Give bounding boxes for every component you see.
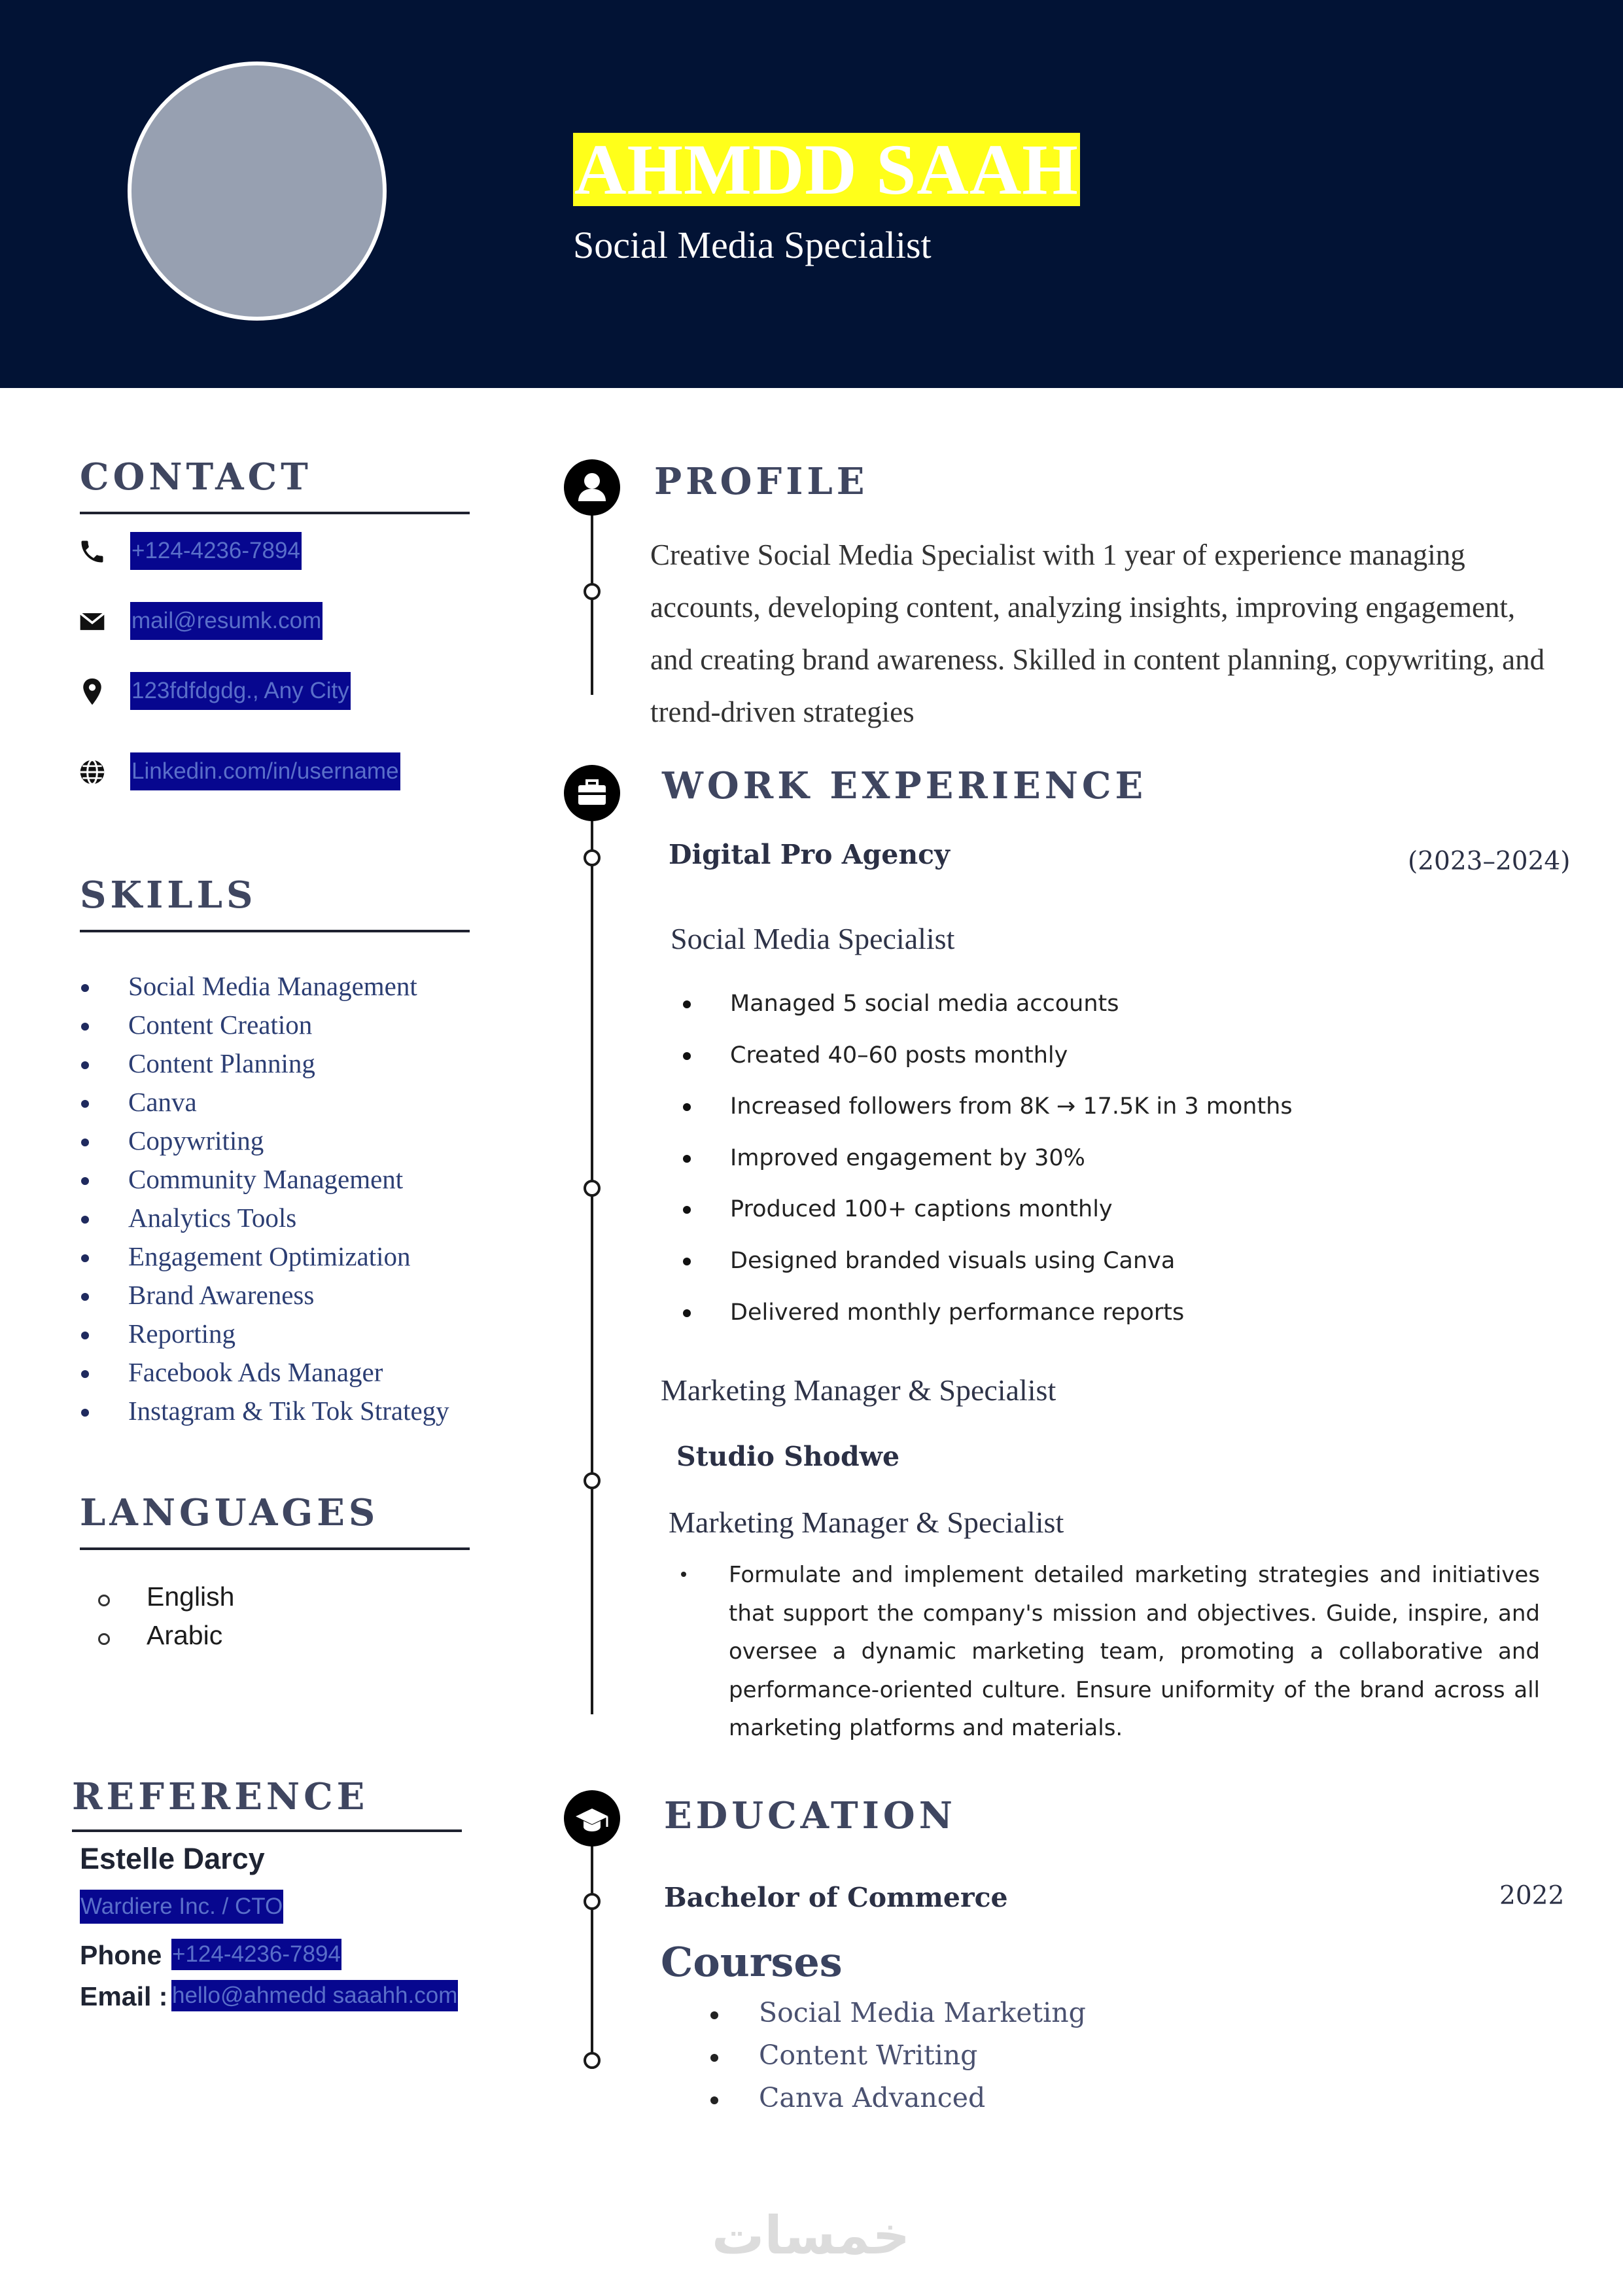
list-item: Facebook Ads Manager bbox=[79, 1353, 497, 1392]
education-degree: Bachelor of Commerce bbox=[664, 1882, 1008, 1913]
list-item: Delivered monthly performance reports bbox=[680, 1287, 1335, 1339]
globe-icon bbox=[77, 758, 108, 786]
timeline-node bbox=[584, 583, 601, 600]
list-item: Engagement Optimization bbox=[79, 1237, 497, 1276]
reference-phone-label: Phone bbox=[80, 1940, 162, 1970]
user-icon bbox=[564, 459, 620, 516]
list-item: Content Creation bbox=[79, 1006, 497, 1044]
timeline-line bbox=[591, 1832, 593, 2061]
contact-email[interactable]: mail@resumk.com bbox=[130, 602, 323, 640]
reference-phone[interactable]: +124-4236-7894 bbox=[171, 1939, 341, 1970]
reference-company: Wardiere Inc. / CTO bbox=[80, 1890, 283, 1924]
list-item: Designed branded visuals using Canva bbox=[680, 1235, 1335, 1287]
list-item: Increased followers from 8K → 17.5K in 3 months bbox=[680, 1081, 1335, 1133]
work-title: WORK EXPERIENCE bbox=[662, 764, 1147, 807]
location-pin-icon bbox=[77, 677, 108, 706]
skills-rule bbox=[80, 930, 470, 932]
list-item: Reporting bbox=[79, 1315, 497, 1353]
reference-email[interactable]: hello@ahmedd saaahh.com bbox=[171, 1980, 458, 2011]
list-item: Canva bbox=[79, 1083, 497, 1122]
list-item: Community Management bbox=[79, 1160, 497, 1199]
timeline-line bbox=[591, 818, 593, 1714]
profile-title: PROFILE bbox=[654, 460, 869, 503]
languages-rule bbox=[80, 1547, 470, 1550]
profile-photo-placeholder bbox=[128, 62, 387, 321]
job1-company: Digital Pro Agency bbox=[669, 839, 950, 870]
job2-company: Studio Shodwe bbox=[676, 1441, 900, 1472]
profile-summary: Creative Social Media Specialist with 1 year of experience managing accounts, developing content, analyzing insights, improving engagement, and creating brand awareness. Skilled in content planning, copywriting, and trend-driven strategies bbox=[650, 539, 1545, 728]
contact-phone[interactable]: +124-4236-7894 bbox=[130, 532, 302, 570]
list-item: Managed 5 social media accounts bbox=[680, 978, 1335, 1030]
education-year: 2022 bbox=[1499, 1881, 1565, 1911]
list-item: Instagram & Tik Tok Strategy bbox=[79, 1392, 497, 1430]
course-item: Canva Advanced bbox=[708, 2082, 985, 2113]
course-item: Social Media Marketing bbox=[708, 1997, 1086, 2028]
job2-description: Formulate and implement detailed marketing strategies and initiatives that support the company's mission and objectives. Guide, inspire, and oversee a dynamic marketing team, promoting a collaborative and performance-oriented culture. Ensure uniformity of the brand across all marketing platforms and materials. bbox=[729, 1562, 1540, 1741]
header-banner bbox=[0, 0, 1623, 388]
contact-rule bbox=[80, 512, 470, 514]
list-item: Social Media Management bbox=[79, 967, 497, 1006]
contact-address: 123fdfdgdg., Any City bbox=[130, 672, 351, 710]
candidate-role: Social Media Specialist bbox=[573, 224, 932, 266]
job2-bullet bbox=[681, 1572, 686, 1577]
course-item: Content Writing bbox=[708, 2040, 977, 2071]
briefcase-icon bbox=[564, 765, 620, 821]
timeline-node bbox=[584, 1893, 601, 1910]
skills-list bbox=[79, 967, 497, 1430]
list-item: Analytics Tools bbox=[79, 1199, 497, 1237]
reference-title: REFERENCE bbox=[72, 1775, 369, 1818]
job1-bullets bbox=[680, 978, 1335, 1338]
contact-website[interactable]: Linkedin.com/in/username bbox=[130, 752, 400, 790]
mail-icon bbox=[77, 607, 108, 636]
reference-email-label: Email : bbox=[80, 1981, 168, 2011]
list-item: Brand Awareness bbox=[79, 1276, 497, 1315]
timeline-node bbox=[584, 849, 601, 866]
job1-role: Social Media Specialist bbox=[671, 922, 955, 955]
reference-name: Estelle Darcy bbox=[80, 1842, 265, 1875]
list-item: Produced 100+ captions monthly bbox=[680, 1184, 1335, 1235]
languages-title: LANGUAGES bbox=[80, 1491, 379, 1534]
timeline-node bbox=[584, 2052, 601, 2069]
list-item: Content Planning bbox=[79, 1044, 497, 1083]
job1-dates: (2023–2024) bbox=[1408, 847, 1571, 876]
phone-icon bbox=[77, 537, 108, 566]
list-item: Copywriting bbox=[79, 1122, 497, 1160]
skills-title: SKILLS bbox=[80, 874, 257, 917]
timeline-node bbox=[584, 1180, 601, 1197]
list-item: Created 40–60 posts monthly bbox=[680, 1030, 1335, 1082]
watermark-logo: خمسات bbox=[712, 2205, 911, 2266]
contact-title: CONTACT bbox=[80, 455, 312, 499]
job2-role: Marketing Manager & Specialist bbox=[669, 1506, 1064, 1539]
education-title: EDUCATION bbox=[664, 1794, 956, 1837]
graduation-cap-icon bbox=[564, 1790, 620, 1846]
list-item: Improved engagement by 30% bbox=[680, 1133, 1335, 1184]
reference-rule bbox=[72, 1829, 462, 1832]
courses-title: Courses bbox=[661, 1938, 843, 1986]
timeline-line bbox=[591, 514, 593, 695]
timeline-node bbox=[584, 1472, 601, 1489]
candidate-name: AHMDD SAAH bbox=[574, 130, 1079, 209]
job2-heading: Marketing Manager & Specialist bbox=[661, 1373, 1056, 1407]
